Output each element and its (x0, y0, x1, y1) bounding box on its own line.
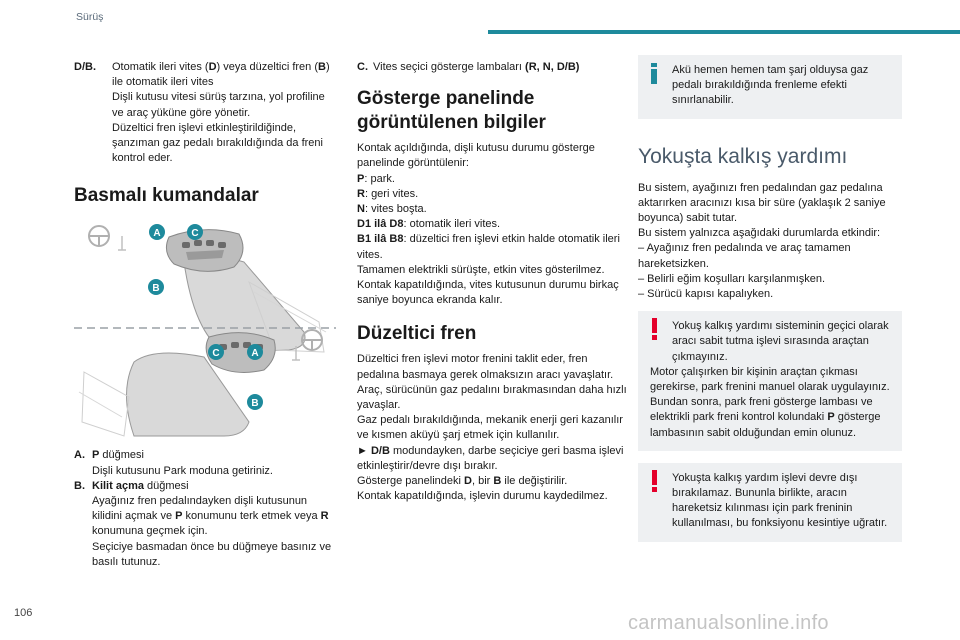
svg-text:C: C (212, 348, 220, 360)
warning-2-text: Yokuşta kalkış yardım işlevi devre dışı bırakılamaz. Bununla birlikte, aracın hareketsiz kılınması için park freninin kullanılması, bu fonksiyonu kesintiye uğratır. (672, 471, 888, 530)
item-a-head: düğmesi (102, 449, 144, 462)
item-b-key: Kilit açma (92, 479, 144, 492)
db-definition (74, 60, 336, 166)
page-number: 106 (14, 607, 33, 619)
db-line-1: Otomatik ileri vites (D) veya düzeltici fren (B) ile otomatik ileri vites (112, 61, 330, 89)
gear-selector-illustration (74, 222, 336, 438)
heading-regen-brake: Düzeltici fren (357, 323, 477, 345)
info-note-text: Akü hemen hemen tam şarj olduysa gaz pedalı bırakıldığında frenleme efekti sınırlanabilir. (672, 64, 869, 107)
warning-1-text-a: Yokuş kalkış yardımı sisteminin geçici olarak aracı sabit tutma işlevi sırasında araçtan çıkmayınız. (672, 320, 889, 363)
dashboard-intro: Kontak açıldığında, dişli kutusu durumu gösterge panelinde görüntülenir: (357, 142, 595, 170)
badge-c-top (187, 224, 203, 240)
steering-wheel-icon (80, 224, 130, 256)
section-title: Sürüş (76, 11, 104, 23)
hill-p2: Bu sistem yalnızca aşağıdaki durumlarda etkindir: (638, 227, 881, 240)
hill-bullet-3: – Sürücü kapısı kapalıyken. (638, 288, 774, 301)
column-2 (357, 60, 627, 504)
mode-r: R: geri vites. (357, 187, 419, 200)
hill-bullet-1: – Ayağınız fren pedalında ve araç tamamen hareketsizken. (638, 242, 851, 270)
hill-p1: Bu sistem, ayağınızı fren pedalından gaz pedalına aktarırken aracınızı kısa bir süre (yaklaşık 2 saniye boyunca) sabit tutar. (638, 181, 886, 225)
info-icon (648, 61, 660, 85)
column-3 (638, 55, 902, 542)
gear-selector-figure (74, 222, 336, 438)
badge-b-bottom (247, 394, 263, 410)
header-accent-bar (488, 30, 960, 34)
badge-a-top (149, 224, 165, 240)
badge-c-bottom (208, 344, 224, 360)
regen-p2: Gaz pedalı bırakıldığında, mekanik enerji geri kazanılır ve kısmen aküyü şarj etmek için kullanılır. (357, 414, 623, 442)
db-label: D/B. (74, 61, 96, 73)
item-b (74, 479, 336, 570)
svg-text:A: A (153, 228, 161, 240)
item-a (74, 448, 336, 478)
warning-icon (648, 317, 660, 341)
mode-p: P: park. (357, 172, 395, 185)
regen-p3: ► D/B modundayken, darbe seçiciye geri basma işlevi etkinleştirir/devre dışı bırakır. (357, 444, 624, 472)
regen-p1: Düzeltici fren işlevi motor frenini taklit eder, fren pedalına basmaya gerek olmaksızın aracı yavaşlatır. Araç, sürücünün gaz pedalını bırakmasından daha hızlı yavaşlar. (357, 353, 627, 412)
warning-note-2 (638, 463, 902, 542)
arrow-icon: ► (357, 444, 368, 457)
c-label: C. (357, 61, 368, 73)
warning-note-1 (638, 311, 902, 451)
ignition-note: Kontak kapatıldığında, vites kutusunun durumu birkaç saniye boyunca ekranda kalır. (357, 279, 619, 307)
regen-p4: Gösterge panelindeki D, bir B ile değiştirilir. (357, 475, 568, 488)
db-line-2: Dişli kutusu vitesi sürüş tarzına, yol profiline ve araç yüküne göre yönetir. (112, 91, 325, 119)
item-b-text-2: Seçiciye basmadan önce bu düğmeye basınız ve basılı tutunuz. (92, 540, 332, 568)
info-note (638, 55, 902, 119)
warning-1-text-b: Motor çalışırken bir kişinin araçtan çıkması gerekirse, park frenini manuel olarak uygulayınız. Bundan sonra, park freni gösterge lambası ve elektrikli park freni kontrol kolundaki P gösterge lambasının sabit olduğundan emin olunuz. (650, 365, 890, 439)
warning-icon (648, 469, 660, 493)
watermark: carmanualsonline.info (628, 612, 829, 634)
item-b-label: B. (74, 479, 85, 492)
page-header (0, 0, 960, 40)
selector-bottom (79, 333, 275, 436)
hill-bullet-2: – Belirli eğim koşulları karşılanmışken. (638, 272, 826, 285)
item-a-text: Dişli kutusunu Park moduna getiriniz. (92, 464, 273, 477)
electric-note: Tamamen elektrikli sürüşte, etkin vites gösterilmez. (357, 263, 605, 276)
item-a-label: A. (74, 449, 85, 462)
heading-hill-start: Yokuşta kalkış yardımı (638, 144, 848, 168)
svg-text:B: B (251, 398, 259, 410)
mode-n: N: vites boşta. (357, 203, 427, 216)
svg-text:A: A (251, 348, 259, 360)
heading-push-controls: Basmalı kumandalar (74, 185, 259, 207)
db-line-3: Düzeltici fren işlevi etkinleştirildiğinde, şanzıman gaz pedalı bırakıldığında da freni kontrol eder. (112, 121, 323, 165)
badge-a-bottom (247, 344, 263, 360)
svg-text:B: B (152, 283, 160, 295)
badge-b-top (148, 279, 164, 295)
item-b-head: düğmesi (147, 479, 189, 492)
svg-text:C: C (191, 228, 199, 240)
mode-b: B1 ilâ B8: düzeltici fren işlevi etkin halde otomatik ileri vites. (357, 233, 620, 261)
c-definition: C. Vites seçici gösterge lambaları (R, N, D/B) (357, 60, 627, 75)
item-a-key: P (92, 449, 100, 462)
mode-d: D1 ilâ D8: otomatik ileri vites. (357, 218, 501, 231)
regen-p5: Kontak kapatıldığında, işlevin durumu kaydedilmez. (357, 490, 608, 503)
heading-dashboard-info: Gösterge panelinde görüntülenen bilgiler (357, 88, 546, 134)
item-b-text-1: Ayağınız fren pedalındayken dişli kutusunun kilidini açmak ve P konumunu terk etmek veya R konumuna geçmek için. (92, 495, 329, 538)
column-1 (74, 60, 336, 570)
